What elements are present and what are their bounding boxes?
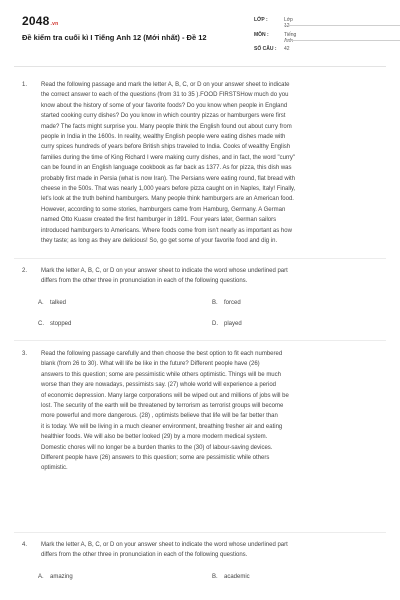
class-value: Lớp 12 [284, 17, 293, 29]
question-4 [22, 540, 372, 564]
question-number: 3. [22, 351, 28, 357]
option-text: amazing [50, 574, 73, 580]
question-number: 4. [22, 542, 28, 548]
option-b[interactable]: B. academic [212, 574, 250, 580]
subject-value: Tiếng Anh [284, 32, 297, 44]
option-text: stopped [50, 321, 72, 327]
question-text: Mark the letter A, B, C, or D on your answer sheet to indicate the word whose underlined part differs from the other three in pronunciation in each of the following questions. [41, 268, 288, 285]
question-divider [14, 532, 386, 533]
question-2 [22, 266, 372, 290]
option-a[interactable]: A. amazing [38, 574, 73, 580]
option-text: played [224, 321, 242, 327]
question-divider [14, 258, 386, 259]
question-text: Read the following passage and mark the letter A, B, C, or D on your answer sheet to indicate the correct answer to each of the questions (from 31 to 35 ).FOOD FIRSTSHow much do you know about the history of some of your favorite foods? Do you know when people in England started cooking curry dishes? Do you know in which country pizzas or hamburgers were first made? The facts might surprise you. Many people think the English found out about curry from people in India in the 1600s. In reality, wealthy English people were eating dishes made with curry spices hundreds of years before British ships traveled to India. Cooks of wealthy English families during the time of King Richard I were making curry dishes, and in fact, the word "curry" can be found in an English language cookbook as far back as 1377. As for pizza, this dish was probably first made in Persia (what is now Iran). The Persians were eating round, flat bread with cheese in the 500s. That was nearly 1,000 years before pizza caught on in Naples, Italy! Finally, let's look at the truth behind hamburgers. Many people think hamburgers are an American food. However, according to some stories, hamburgers came from Hamburg, Germany. A German named Otto Kuasw created the first hamburger in 1891. Four years later, German sailors introduced hamburgers to Americans. Where foods come from isn't nearly as important as how they taste; as long as they are delicious! So, go get some of your favorite food and dig in. [41, 82, 296, 245]
class-label: LỚP : [254, 17, 268, 23]
page-header [0, 0, 400, 66]
option-b[interactable]: B. forced [212, 300, 241, 306]
option-a[interactable]: A. talked [38, 300, 67, 306]
question-3 [22, 349, 372, 521]
exam-title: Đề kiểm tra cuối kì I Tiếng Anh 12 (Mới nhất) - Đề 12 [22, 33, 207, 42]
question-count-label: SỐ CÂU : [254, 46, 277, 52]
subject-label: MÔN : [254, 32, 269, 38]
option-c[interactable]: C. stopped [38, 321, 72, 327]
site-logo[interactable]: 2048.vn [22, 14, 59, 28]
question-text: Mark the letter A, B, C, or D on your answer sheet to indicate the word whose underlined part differs from the other three in pronunciation in each of the following questions. [41, 542, 288, 559]
question-text: Read the following passage carefully and then choose the best option to fit each numbered blank (from 26 to 30). What will life be like in the future? Different people have (26) answers to this question; some are pessimistic while others optimistic. Things will be much worse than they are nowadays, pessimists say. (27) whole world will experience a period of economic depression. Many large corporations will be wiped out and millions of jobs will be lost. The security of the earth will be threatened by terrorism as terrorist groups will become more powerful and more dangerous. (28) , optimists believe that life will be far better than it is today. We will be living in a much cleaner environment, breathing fresher air and eating healthier foods. We will also be better looked (29) by a more modern medical system. Domestic chores will no longer be a burden thanks to the (30) of labour-saving devices. Different people have (26) answers to this question; some are pessimistic while others optimistic. [41, 351, 289, 472]
question-number: 2. [22, 268, 28, 274]
question-divider [14, 340, 386, 341]
question-count-value: 42 [284, 46, 290, 52]
option-text: forced [224, 300, 241, 306]
question-number: 1. [22, 82, 28, 88]
option-text: talked [50, 300, 67, 306]
header-divider [14, 66, 386, 67]
question-1 [22, 80, 372, 250]
option-d[interactable]: D. played [212, 321, 242, 327]
option-text: academic [224, 574, 250, 580]
